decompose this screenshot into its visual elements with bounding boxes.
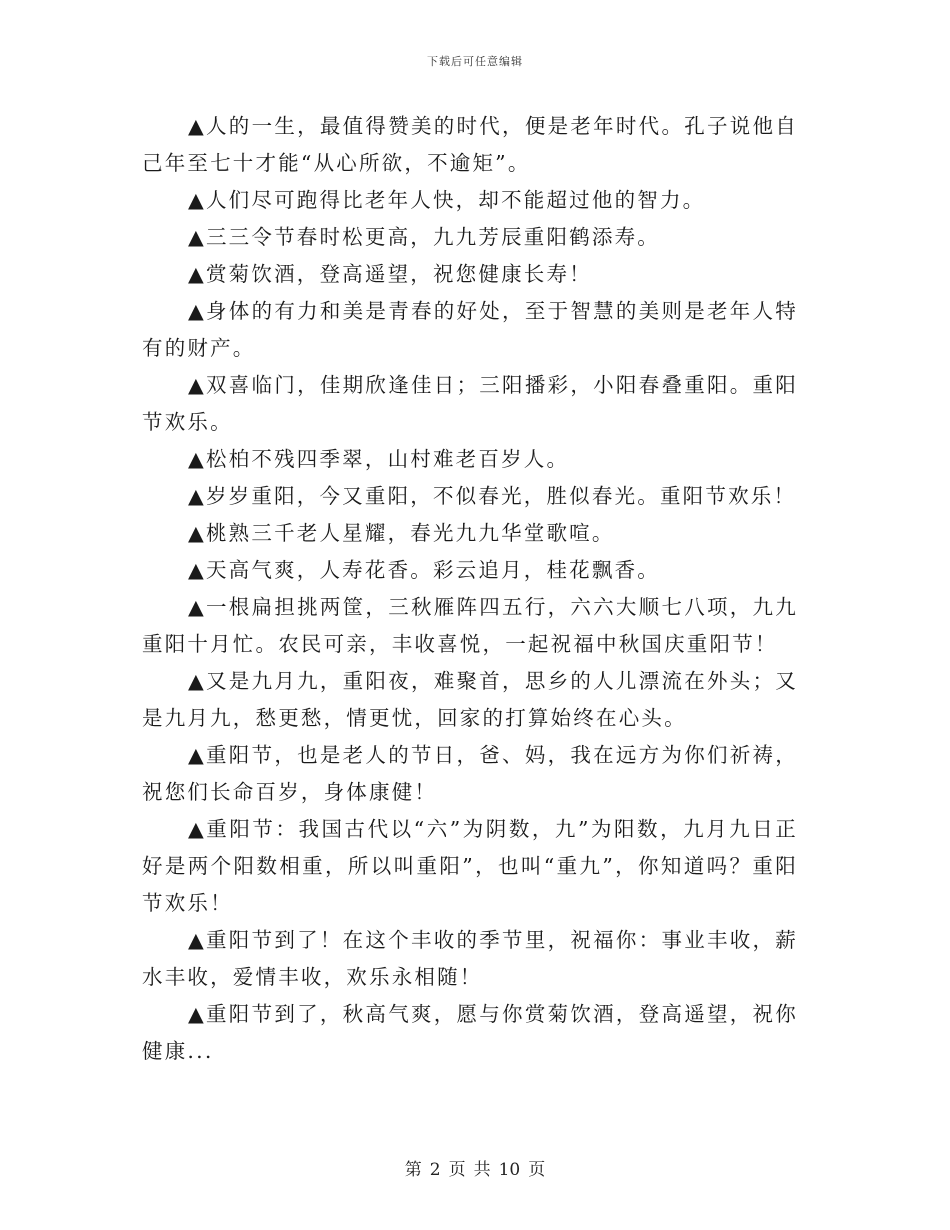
paragraph: ▲一根扁担挑两筐，三秋雁阵四五行，六六大顺七八项，九九重阳十月忙。农民可亲，丰收喜悦，一起祝福中秋国庆重阳节！ <box>142 595 798 656</box>
footer-page-word: 页 <box>448 1160 466 1180</box>
page-header: 下载后可任意编辑 <box>427 55 523 68</box>
document-body <box>142 108 798 1070</box>
paragraph: ▲松柏不残四季翠，山村难老百岁人。 <box>188 447 570 471</box>
paragraph: ▲桃熟三千老人星耀，春光九九华堂歌喧。 <box>188 521 615 545</box>
current-page-number: 2 <box>429 1160 441 1180</box>
paragraph: ▲双喜临门，佳期欣逢佳日；三阳播彩，小阳春叠重阳。重阳节欢乐。 <box>142 373 798 434</box>
paragraph: ▲又是九月九，重阳夜，难聚首，思乡的人儿漂流在外头；又是九月九，愁更愁，情更忧，回家的打算始终在心头。 <box>142 669 798 730</box>
paragraph: ▲赏菊饮酒，登高遥望，祝您健康长寿！ <box>188 262 592 286</box>
paragraph: ▲身体的有力和美是青春的好处，至于智慧的美则是老年人特有的财产。 <box>142 299 798 360</box>
page-footer <box>0 1155 950 1180</box>
footer-suffix: 页 <box>528 1160 546 1180</box>
total-page-count: 10 <box>498 1160 521 1180</box>
paragraph: ▲三三令节春时松更高，九九芳辰重阳鹤添寿。 <box>188 225 660 249</box>
paragraph: ▲岁岁重阳，今又重阳，不似春光，胜似春光。重阳节欢乐！ <box>188 484 797 508</box>
paragraph: ▲重阳节，也是老人的节日，爸、妈，我在远方为你们祈祷，祝您们长命百岁，身体康健！ <box>142 743 798 804</box>
footer-total-word: 共 <box>473 1160 491 1180</box>
footer-prefix: 第 <box>404 1160 422 1180</box>
paragraph: ▲人的一生，最值得赞美的时代，便是老年时代。孔子说他自己年至七十才能“从心所欲，不逾矩”。 <box>142 114 798 175</box>
paragraph: ▲天高气爽，人寿花香。彩云追月，桂花飘香。 <box>188 558 660 582</box>
paragraph: ▲人们尽可跑得比老年人快，却不能超过他的智力。 <box>188 188 706 212</box>
paragraph: ▲重阳节到了！在这个丰收的季节里，祝福你：事业丰收，薪水丰收，爱情丰收，欢乐永相随！ <box>142 928 798 989</box>
paragraph: ▲重阳节到了，秋高气爽，愿与你赏菊饮酒，登高遥望，祝你健康... <box>142 1002 798 1063</box>
paragraph: ▲重阳节：我国古代以“六”为阴数，九”为阳数，九月九日正好是两个阳数相重，所以叫重阳”，也叫“重九”，你知道吗？重阳节欢乐！ <box>142 817 798 915</box>
